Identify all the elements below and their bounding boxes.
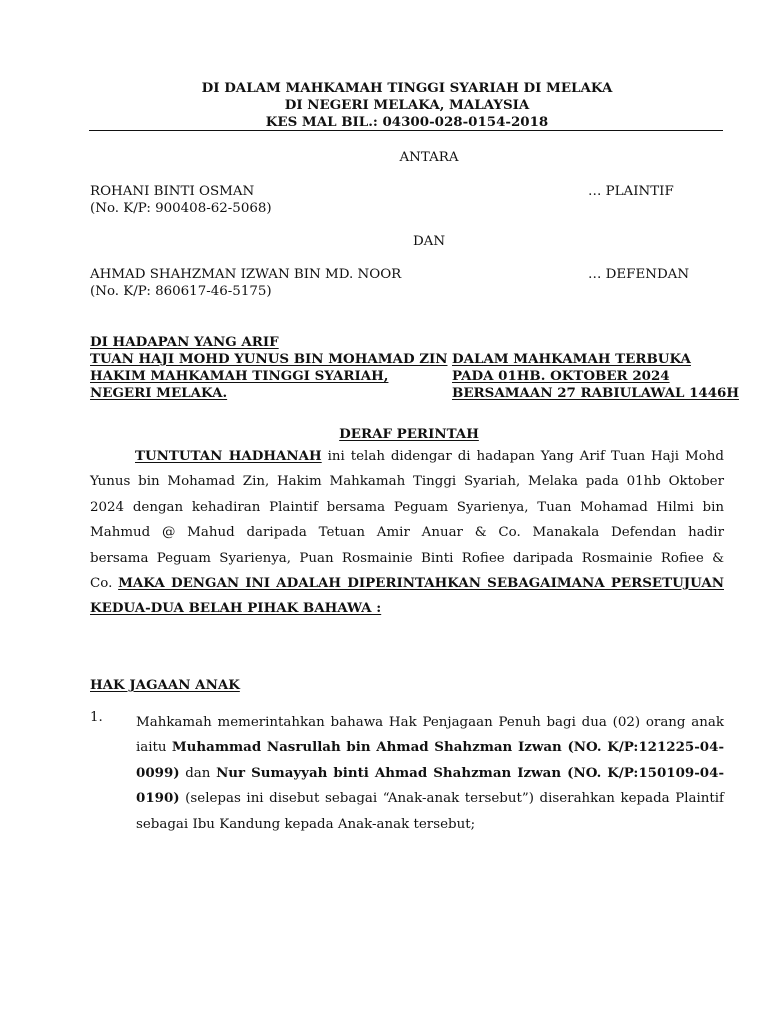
defendant-id: (No. K/P: 860617-46-5175) xyxy=(90,284,272,299)
item-line: 0190) (selepas ini disebut sebagai “Anak-anak tersebut”) diserahkan kepada Plaintif xyxy=(136,790,724,807)
antara-label: ANTARA xyxy=(399,150,459,165)
plaintiff-name: ROHANI BINTI OSMAN xyxy=(90,184,255,199)
defendant-name: AHMAD SHAHZMAN IZWAN BIN MD. NOOR xyxy=(90,267,402,282)
item-line: iaitu Muhammad Nasrullah bin Ahmad Shahzman Izwan (NO. K/P:121225-04- xyxy=(136,739,724,756)
plaintiff-id: (No. K/P: 900408-62-5068) xyxy=(90,201,272,216)
court-location: DI NEGERI MELAKA, MALAYSIA xyxy=(284,97,530,113)
hearing-line-1: DALAM MAHKAMAH TERBUKA xyxy=(452,351,691,367)
coram-line-3: HAKIM MAHKAMAH TINGGI SYARIAH, xyxy=(90,368,389,384)
coram-line-4: NEGERI MELAKA. xyxy=(90,385,228,401)
item-line: 0099) dan Nur Sumayyah binti Ahmad Shahzman Izwan (NO. K/P:150109-04- xyxy=(136,764,724,781)
item-1-body xyxy=(136,710,724,837)
document-title: DERAF PERINTAH xyxy=(339,426,479,442)
order-clause-cont: KEDUA-DUA BELAH PIHAK BAHAWA : xyxy=(90,600,382,617)
intro-paragraph xyxy=(90,444,724,622)
intro-line: bersama Peguam Syarienya, Puan Rosmainie Binti Rofiee daripada Rosmainie Rofiee & xyxy=(90,550,724,566)
header-divider xyxy=(89,130,723,131)
intro-line: Yunus bin Mohamad Zin, Hakim Mahkamah Tinggi Syariah, Melaka pada 01hb Oktober xyxy=(90,474,724,490)
hearing-line-3: BERSAMAAN 27 RABIULAWAL 1446H xyxy=(452,385,739,401)
intro-line: Co. MAKA DENGAN INI ADALAH DIPERINTAHKAN SEBAGAIMANA PERSETUJUAN xyxy=(90,574,724,591)
child-2-name: Nur Sumayyah binti Ahmad Shahzman Izwan (NO. K/P:150109-04- xyxy=(216,764,724,781)
dan-label: DAN xyxy=(412,234,446,249)
order-clause: MAKA DENGAN INI ADALAH DIPERINTAHKAN SEBAGAIMANA PERSETUJUAN xyxy=(118,574,724,591)
defendant-role: … DEFENDAN xyxy=(588,267,690,282)
section-heading: HAK JAGAAN ANAK xyxy=(90,677,240,693)
child-1-name: Muhammad Nasrullah bin Ahmad Shahzman Izwan (NO. K/P:121225-04- xyxy=(171,739,724,756)
claim-type: TUNTUTAN HADHANAH xyxy=(135,448,322,464)
coram-line-2: TUAN HAJI MOHD YUNUS BIN MOHAMAD ZIN xyxy=(90,351,448,367)
item-number: 1. xyxy=(90,710,103,725)
intro-line: TUNTUTAN HADHANAH ini telah didengar di hadapan Yang Arif Tuan Haji Mohd xyxy=(135,448,724,464)
coram-line-1: DI HADAPAN YANG ARIF xyxy=(90,334,279,350)
hearing-line-2: PADA 01HB. OKTOBER 2024 xyxy=(452,368,670,384)
intro-line: Mahmud @ Mahud daripada Tetuan Amir Anuar & Co. Manakala Defendan hadir xyxy=(90,525,724,541)
intro-line: 2024 dengan kehadiran Plaintif bersama Peguam Syarienya, Tuan Mohamad Hilmi bin xyxy=(90,499,724,515)
plaintiff-role: … PLAINTIF xyxy=(588,184,674,199)
item-line: sebagai Ibu Kandung kepada Anak-anak tersebut; xyxy=(136,816,476,832)
case-number: KES MAL BIL.: 04300-028-0154-2018 xyxy=(265,114,549,130)
court-name: DI DALAM MAHKAMAH TINGGI SYARIAH DI MELAKA xyxy=(201,80,613,96)
item-line: Mahkamah memerintahkan bahawa Hak Penjagaan Penuh bagi dua (02) orang anak xyxy=(136,715,724,730)
